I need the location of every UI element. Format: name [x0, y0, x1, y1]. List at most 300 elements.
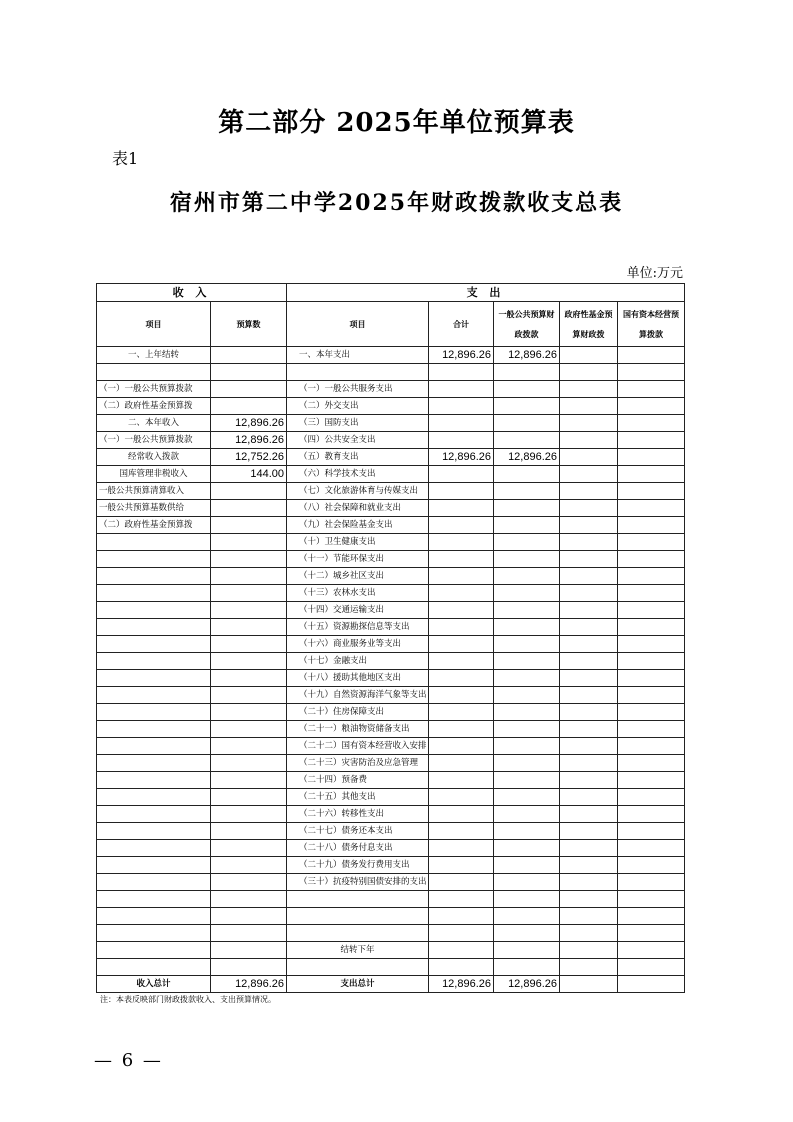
- expense-item-cell: [287, 925, 429, 942]
- expense-fund-cell: [560, 432, 618, 449]
- expense-fund-cell: [560, 687, 618, 704]
- expense-fund-cell: [560, 517, 618, 534]
- income-item-cell: （一）一般公共预算拨款: [97, 381, 211, 398]
- expense-general-cell: 12,896.26: [494, 449, 560, 466]
- expense-general-cell: [494, 857, 560, 874]
- table-row: [97, 636, 685, 653]
- expense-item-cell: [287, 908, 429, 925]
- expense-state-cell: [618, 602, 685, 619]
- expense-fund-cell: [560, 959, 618, 976]
- expense-total-cell: [429, 415, 494, 432]
- expense-item-cell: （四）公共安全支出: [287, 432, 429, 449]
- page-number: — 6 —: [94, 1050, 163, 1071]
- expense-state-cell: [618, 398, 685, 415]
- expense-state-cell: [618, 347, 685, 364]
- expense-total-cell: [429, 483, 494, 500]
- expense-total-cell: [429, 500, 494, 517]
- expense-item-cell: （三十）抗疫特别国债安排的支出: [287, 874, 429, 891]
- expense-state-cell: [618, 517, 685, 534]
- income-item-cell: （一）一般公共预算拨款: [97, 432, 211, 449]
- expense-state-cell: [618, 432, 685, 449]
- expense-state-cell: [618, 806, 685, 823]
- table-row: [97, 874, 685, 891]
- table-title: 宿州市第二中学2025年财政拨款收支总表: [169, 190, 624, 216]
- expense-general-cell: [494, 789, 560, 806]
- income-item-cell: [97, 755, 211, 772]
- expense-item-cell: （一）一般公共服务支出: [287, 381, 429, 398]
- expense-fund-cell: [560, 585, 618, 602]
- expense-item-cell: （二十七）债务还本支出: [287, 823, 429, 840]
- expense-general-cell: [494, 364, 560, 381]
- expense-item-cell: （二十五）其他支出: [287, 789, 429, 806]
- income-amount-cell: 12,896.26: [211, 415, 287, 432]
- expense-state-cell: [618, 636, 685, 653]
- expense-general-cell: [494, 483, 560, 500]
- expense-total-cell: [429, 517, 494, 534]
- table-row: [97, 942, 685, 959]
- expense-state-cell: [618, 823, 685, 840]
- expense-total-cell: [429, 670, 494, 687]
- expense-total-cell: 12,896.26: [429, 449, 494, 466]
- income-amount-cell: [211, 789, 287, 806]
- expense-total-cell: [429, 840, 494, 857]
- expense-fund-total: [560, 976, 618, 993]
- expense-general-cell: [494, 670, 560, 687]
- expense-fund-cell: [560, 653, 618, 670]
- totals-row: [97, 976, 685, 993]
- expense-total-label: 支出总计: [287, 976, 429, 993]
- expense-fund-cell: [560, 636, 618, 653]
- expense-general-cell: [494, 432, 560, 449]
- table-row: [97, 602, 685, 619]
- expense-item-cell: （十二）城乡社区支出: [287, 568, 429, 585]
- col-header-income-amount: 预算数: [211, 302, 287, 347]
- table-row: [97, 534, 685, 551]
- expense-fund-cell: [560, 942, 618, 959]
- table-row: [97, 891, 685, 908]
- expense-general-cell: [494, 517, 560, 534]
- income-item-cell: [97, 636, 211, 653]
- expense-total-cell: [429, 619, 494, 636]
- table-row: [97, 738, 685, 755]
- expense-general-cell: [494, 908, 560, 925]
- income-item-cell: 一般公共预算清算收入: [97, 483, 211, 500]
- table-row: [97, 789, 685, 806]
- income-item-cell: [97, 585, 211, 602]
- expense-general-cell: [494, 602, 560, 619]
- expense-total-cell: [429, 874, 494, 891]
- expense-general-cell: [494, 585, 560, 602]
- expense-total-amount: 12,896.26: [429, 976, 494, 993]
- expense-total-cell: [429, 704, 494, 721]
- income-item-cell: [97, 823, 211, 840]
- expense-general-cell: [494, 619, 560, 636]
- income-item-cell: [97, 534, 211, 551]
- income-item-cell: [97, 568, 211, 585]
- expense-total-cell: [429, 959, 494, 976]
- income-item-cell: [97, 687, 211, 704]
- table-row: [97, 653, 685, 670]
- expense-general-cell: [494, 653, 560, 670]
- income-amount-cell: [211, 670, 287, 687]
- expense-fund-cell: [560, 347, 618, 364]
- expense-general-cell: [494, 466, 560, 483]
- table-row: [97, 619, 685, 636]
- expense-general-cell: [494, 806, 560, 823]
- expense-fund-cell: [560, 619, 618, 636]
- table-row: [97, 670, 685, 687]
- income-item-cell: [97, 789, 211, 806]
- expense-total-cell: [429, 857, 494, 874]
- income-item-cell: [97, 602, 211, 619]
- expense-total-cell: [429, 925, 494, 942]
- income-amount-cell: [211, 653, 287, 670]
- expense-item-cell: [287, 364, 429, 381]
- income-total-label: 收入总计: [97, 976, 211, 993]
- expense-state-cell: [618, 449, 685, 466]
- expense-general-total: 12,896.26: [494, 976, 560, 993]
- expense-item-cell: （十五）资源勘探信息等支出: [287, 619, 429, 636]
- expense-state-cell: [618, 891, 685, 908]
- expense-fund-cell: [560, 483, 618, 500]
- table-row: [97, 381, 685, 398]
- income-amount-cell: [211, 602, 287, 619]
- table-row: [97, 517, 685, 534]
- expense-fund-cell: [560, 568, 618, 585]
- table-row: [97, 568, 685, 585]
- table-row: [97, 721, 685, 738]
- income-item-cell: 一般公共预算基数供给: [97, 500, 211, 517]
- expense-item-cell: [287, 959, 429, 976]
- expense-fund-cell: [560, 381, 618, 398]
- expense-total-cell: [429, 381, 494, 398]
- col-header-state-capital: 国有资本经营预算拨款: [618, 302, 685, 347]
- expense-item-cell: （二十九）债务发行费用支出: [287, 857, 429, 874]
- expense-total-cell: [429, 551, 494, 568]
- expense-item-cell: （十九）自然资源海洋气象等支出: [287, 687, 429, 704]
- table-footnote: 注：本表反映部门财政拨款收入、支出预算情况。: [100, 995, 276, 1004]
- income-amount-cell: [211, 772, 287, 789]
- expense-state-cell: [618, 721, 685, 738]
- income-item-cell: [97, 364, 211, 381]
- expense-fund-cell: [560, 908, 618, 925]
- expense-total-cell: [429, 364, 494, 381]
- income-item-cell: 二、本年收入: [97, 415, 211, 432]
- expense-item-cell: （十一）节能环保支出: [287, 551, 429, 568]
- expense-fund-cell: [560, 925, 618, 942]
- income-amount-cell: [211, 534, 287, 551]
- expense-state-cell: [618, 483, 685, 500]
- expense-fund-cell: [560, 891, 618, 908]
- income-amount-cell: [211, 704, 287, 721]
- expense-state-cell: [618, 568, 685, 585]
- expense-fund-cell: [560, 670, 618, 687]
- expense-state-cell: [618, 585, 685, 602]
- income-item-cell: （二）政府性基金预算拨: [97, 517, 211, 534]
- income-item-cell: [97, 908, 211, 925]
- table-row: [97, 483, 685, 500]
- expense-item-cell: （五）教育支出: [287, 449, 429, 466]
- table-row: [97, 687, 685, 704]
- income-amount-cell: [211, 398, 287, 415]
- income-item-cell: [97, 653, 211, 670]
- income-amount-cell: [211, 364, 287, 381]
- expense-total-cell: [429, 432, 494, 449]
- expense-item-cell: （二十八）债务付息支出: [287, 840, 429, 857]
- table-row: [97, 755, 685, 772]
- col-header-expense-item: 项目: [287, 302, 429, 347]
- expense-total-cell: [429, 568, 494, 585]
- expense-state-cell: [618, 534, 685, 551]
- col-header-general-budget: 一般公共预算财政拨款: [494, 302, 560, 347]
- expense-total-cell: [429, 738, 494, 755]
- income-amount-cell: [211, 874, 287, 891]
- income-amount-cell: [211, 619, 287, 636]
- table-label: 表1: [112, 149, 139, 168]
- expense-fund-cell: [560, 704, 618, 721]
- expense-fund-cell: [560, 857, 618, 874]
- table-row: [97, 500, 685, 517]
- expense-item-cell: （二十三）灾害防治及应急管理: [287, 755, 429, 772]
- income-amount-cell: [211, 738, 287, 755]
- expense-item-cell: [287, 891, 429, 908]
- expense-general-cell: [494, 704, 560, 721]
- expense-section-header: 支 出: [287, 284, 685, 302]
- expense-total-cell: [429, 789, 494, 806]
- expense-fund-cell: [560, 415, 618, 432]
- income-item-cell: [97, 619, 211, 636]
- expense-item-cell: （十四）交通运输支出: [287, 602, 429, 619]
- table-row: [97, 959, 685, 976]
- income-amount-cell: [211, 755, 287, 772]
- income-item-cell: [97, 942, 211, 959]
- expense-general-cell: [494, 823, 560, 840]
- expense-state-cell: [618, 364, 685, 381]
- expense-general-cell: [494, 687, 560, 704]
- expense-fund-cell: [560, 806, 618, 823]
- income-amount-cell: [211, 500, 287, 517]
- table-row: [97, 823, 685, 840]
- table-row: [97, 415, 685, 432]
- expense-state-cell: [618, 653, 685, 670]
- expense-item-cell: （二十六）转移性支出: [287, 806, 429, 823]
- expense-general-cell: [494, 772, 560, 789]
- expense-fund-cell: [560, 874, 618, 891]
- income-item-cell: [97, 551, 211, 568]
- income-amount-cell: [211, 721, 287, 738]
- table-row: [97, 551, 685, 568]
- table-row: [97, 772, 685, 789]
- expense-general-cell: [494, 738, 560, 755]
- expense-state-cell: [618, 500, 685, 517]
- expense-total-cell: [429, 908, 494, 925]
- expense-fund-cell: [560, 755, 618, 772]
- expense-general-cell: [494, 551, 560, 568]
- expense-fund-cell: [560, 398, 618, 415]
- expense-state-cell: [618, 874, 685, 891]
- income-item-cell: [97, 704, 211, 721]
- expense-total-cell: [429, 942, 494, 959]
- expense-general-cell: 12,896.26: [494, 347, 560, 364]
- expense-general-cell: [494, 534, 560, 551]
- expense-item-cell: （二十一）粮油物资储备支出: [287, 721, 429, 738]
- table-row: [97, 432, 685, 449]
- income-item-cell: [97, 772, 211, 789]
- expense-state-cell: [618, 738, 685, 755]
- expense-total-cell: [429, 398, 494, 415]
- expense-general-cell: [494, 500, 560, 517]
- expense-total-cell: [429, 602, 494, 619]
- expense-general-cell: [494, 755, 560, 772]
- expense-state-total: [618, 976, 685, 993]
- expense-state-cell: [618, 959, 685, 976]
- expense-general-cell: [494, 840, 560, 857]
- expense-state-cell: [618, 619, 685, 636]
- income-item-cell: [97, 738, 211, 755]
- expense-fund-cell: [560, 449, 618, 466]
- income-amount-cell: [211, 517, 287, 534]
- expense-item-cell: （十七）金融支出: [287, 653, 429, 670]
- income-amount-cell: [211, 636, 287, 653]
- expense-fund-cell: [560, 466, 618, 483]
- expense-total-cell: [429, 806, 494, 823]
- col-header-total: 合计: [429, 302, 494, 347]
- expense-general-cell: [494, 398, 560, 415]
- expense-item-cell: 一、本年支出: [287, 347, 429, 364]
- document-title: 第二部分 2025年单位预算表: [218, 108, 575, 138]
- budget-summary-table: [96, 283, 685, 993]
- expense-general-cell: [494, 636, 560, 653]
- income-item-cell: [97, 959, 211, 976]
- expense-item-cell: （十六）商业服务业等支出: [287, 636, 429, 653]
- income-section-header: 收 入: [97, 284, 287, 302]
- expense-fund-cell: [560, 738, 618, 755]
- expense-state-cell: [618, 789, 685, 806]
- expense-item-cell: （二十）住房保障支出: [287, 704, 429, 721]
- income-item-cell: [97, 925, 211, 942]
- income-item-cell: 经常收入拨款: [97, 449, 211, 466]
- expense-fund-cell: [560, 772, 618, 789]
- table-row: [97, 840, 685, 857]
- income-amount-cell: [211, 840, 287, 857]
- income-amount-cell: 12,752.26: [211, 449, 287, 466]
- expense-total-cell: 12,896.26: [429, 347, 494, 364]
- expense-state-cell: [618, 908, 685, 925]
- expense-item-cell: （二十二）国有资本经营收入安排: [287, 738, 429, 755]
- table-row: [97, 857, 685, 874]
- income-amount-cell: [211, 857, 287, 874]
- expense-state-cell: [618, 772, 685, 789]
- expense-state-cell: [618, 670, 685, 687]
- expense-item-cell: （七）文化旅游体育与传媒支出: [287, 483, 429, 500]
- expense-state-cell: [618, 687, 685, 704]
- col-header-income-item: 项目: [97, 302, 211, 347]
- expense-item-cell: 结转下年: [287, 942, 429, 959]
- expense-total-cell: [429, 823, 494, 840]
- income-amount-cell: 12,896.26: [211, 432, 287, 449]
- table-row: [97, 704, 685, 721]
- expense-total-cell: [429, 534, 494, 551]
- expense-general-cell: [494, 415, 560, 432]
- table-row: [97, 449, 685, 466]
- expense-item-cell: （三）国防支出: [287, 415, 429, 432]
- expense-state-cell: [618, 551, 685, 568]
- income-amount-cell: [211, 891, 287, 908]
- expense-item-cell: （二）外交支出: [287, 398, 429, 415]
- expense-total-cell: [429, 636, 494, 653]
- expense-state-cell: [618, 381, 685, 398]
- column-header-row: [97, 302, 685, 347]
- expense-general-cell: [494, 891, 560, 908]
- expense-total-cell: [429, 687, 494, 704]
- expense-fund-cell: [560, 840, 618, 857]
- expense-general-cell: [494, 721, 560, 738]
- income-amount-cell: [211, 908, 287, 925]
- expense-total-cell: [429, 653, 494, 670]
- expense-fund-cell: [560, 551, 618, 568]
- expense-total-cell: [429, 585, 494, 602]
- expense-state-cell: [618, 942, 685, 959]
- expense-state-cell: [618, 925, 685, 942]
- expense-item-cell: （十三）农林水支出: [287, 585, 429, 602]
- expense-state-cell: [618, 755, 685, 772]
- expense-fund-cell: [560, 500, 618, 517]
- income-amount-cell: [211, 568, 287, 585]
- income-total-amount: 12,896.26: [211, 976, 287, 993]
- expense-state-cell: [618, 466, 685, 483]
- expense-total-cell: [429, 755, 494, 772]
- expense-general-cell: [494, 568, 560, 585]
- income-item-cell: [97, 891, 211, 908]
- income-amount-cell: [211, 381, 287, 398]
- expense-state-cell: [618, 415, 685, 432]
- income-item-cell: [97, 874, 211, 891]
- income-item-cell: [97, 670, 211, 687]
- expense-state-cell: [618, 857, 685, 874]
- expense-fund-cell: [560, 364, 618, 381]
- expense-fund-cell: [560, 789, 618, 806]
- income-amount-cell: [211, 585, 287, 602]
- income-item-cell: （二）政府性基金预算拨: [97, 398, 211, 415]
- expense-item-cell: （十八）援助其他地区支出: [287, 670, 429, 687]
- income-item-cell: [97, 806, 211, 823]
- expense-total-cell: [429, 772, 494, 789]
- expense-fund-cell: [560, 534, 618, 551]
- expense-general-cell: [494, 942, 560, 959]
- expense-fund-cell: [560, 602, 618, 619]
- expense-general-cell: [494, 874, 560, 891]
- income-item-cell: [97, 840, 211, 857]
- expense-total-cell: [429, 721, 494, 738]
- expense-fund-cell: [560, 721, 618, 738]
- income-amount-cell: [211, 483, 287, 500]
- table-row: [97, 398, 685, 415]
- expense-item-cell: （十）卫生健康支出: [287, 534, 429, 551]
- income-amount-cell: [211, 551, 287, 568]
- expense-total-cell: [429, 891, 494, 908]
- income-amount-cell: [211, 823, 287, 840]
- table-row: [97, 908, 685, 925]
- table-row: [97, 364, 685, 381]
- income-amount-cell: [211, 942, 287, 959]
- section-header-row: [97, 284, 685, 302]
- expense-item-cell: （六）科学技术支出: [287, 466, 429, 483]
- expense-general-cell: [494, 381, 560, 398]
- expense-state-cell: [618, 840, 685, 857]
- expense-item-cell: （二十四）预备费: [287, 772, 429, 789]
- income-amount-cell: [211, 959, 287, 976]
- expense-state-cell: [618, 704, 685, 721]
